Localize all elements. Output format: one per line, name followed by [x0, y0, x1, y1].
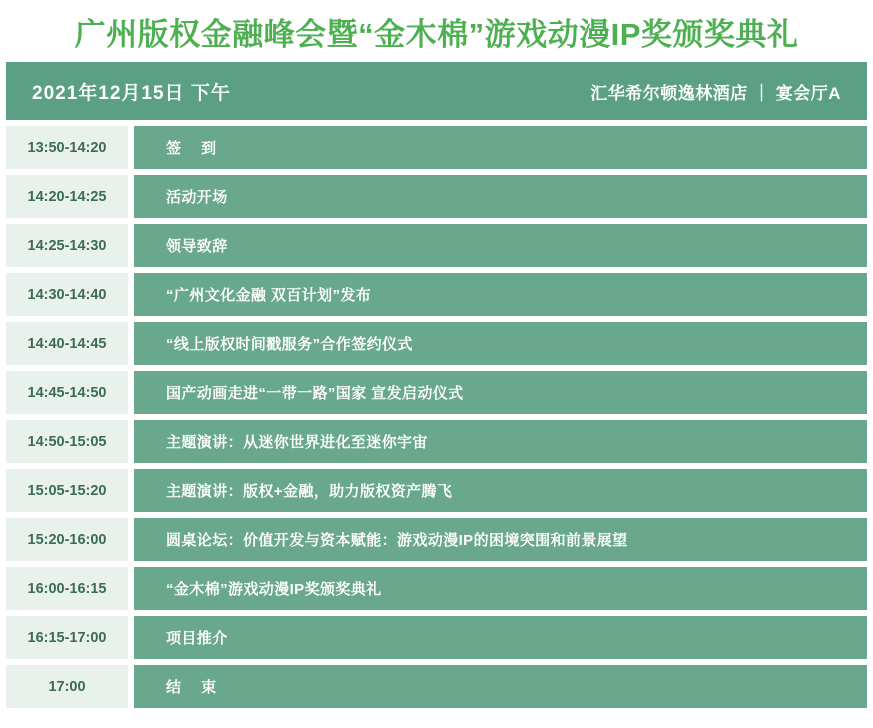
- page-title: 广州版权金融峰会暨“金木棉”游戏动漫IP奖颁奖典礼: [74, 16, 799, 52]
- schedule-table: [6, 126, 867, 708]
- event-date: 2021年12月15日 下午: [32, 82, 231, 104]
- table-row: [6, 126, 867, 169]
- schedule-topic-cell: 国产动画走进“一带一路”国家 宣发启动仪式: [134, 371, 867, 414]
- schedule-topic-cell: 主题演讲：版权+金融，助力版权资产腾飞: [134, 469, 867, 512]
- table-row: [6, 420, 867, 463]
- schedule-topic-cell: 圆桌论坛：价值开发与资本赋能：游戏动漫IP的困境突围和前景展望: [134, 518, 867, 561]
- schedule-time-cell: 14:45-14:50: [6, 371, 128, 414]
- schedule-time-cell: 13:50-14:20: [6, 126, 128, 169]
- table-row: [6, 665, 867, 708]
- table-row: [6, 175, 867, 218]
- table-row: [6, 371, 867, 414]
- event-header-band: [6, 62, 867, 120]
- table-row: [6, 518, 867, 561]
- schedule-topic-cell: “广州文化金融 双百计划”发布: [134, 273, 867, 316]
- schedule-topic-cell: 领导致辞: [134, 224, 867, 267]
- schedule-topic-cell: 主题演讲：从迷你世界进化至迷你宇宙: [134, 420, 867, 463]
- schedule-time-cell: 16:15-17:00: [6, 616, 128, 659]
- schedule-topic-cell: “线上版权时间戳服务”合作签约仪式: [134, 322, 867, 365]
- schedule-time-cell: 14:20-14:25: [6, 175, 128, 218]
- schedule-time-cell: 15:05-15:20: [6, 469, 128, 512]
- schedule-time-cell: 17:00: [6, 665, 128, 708]
- table-row: [6, 224, 867, 267]
- table-row: [6, 616, 867, 659]
- schedule-time-cell: 14:30-14:40: [6, 273, 128, 316]
- schedule-topic-cell: 项目推介: [134, 616, 867, 659]
- page-title-bar: [0, 0, 873, 62]
- event-venue: 汇华希尔顿逸林酒店 ｜ 宴会厅A: [590, 83, 841, 103]
- schedule-topic-cell: 结 束: [134, 665, 867, 708]
- table-row: [6, 273, 867, 316]
- schedule-time-cell: 14:25-14:30: [6, 224, 128, 267]
- table-row: [6, 322, 867, 365]
- schedule-topic-cell: “金木棉”游戏动漫IP奖颁奖典礼: [134, 567, 867, 610]
- schedule-time-cell: 16:00-16:15: [6, 567, 128, 610]
- schedule-topic-cell: 签 到: [134, 126, 867, 169]
- table-row: [6, 567, 867, 610]
- schedule-topic-cell: 活动开场: [134, 175, 867, 218]
- schedule-time-cell: 15:20-16:00: [6, 518, 128, 561]
- schedule-time-cell: 14:50-15:05: [6, 420, 128, 463]
- schedule-time-cell: 14:40-14:45: [6, 322, 128, 365]
- table-row: [6, 469, 867, 512]
